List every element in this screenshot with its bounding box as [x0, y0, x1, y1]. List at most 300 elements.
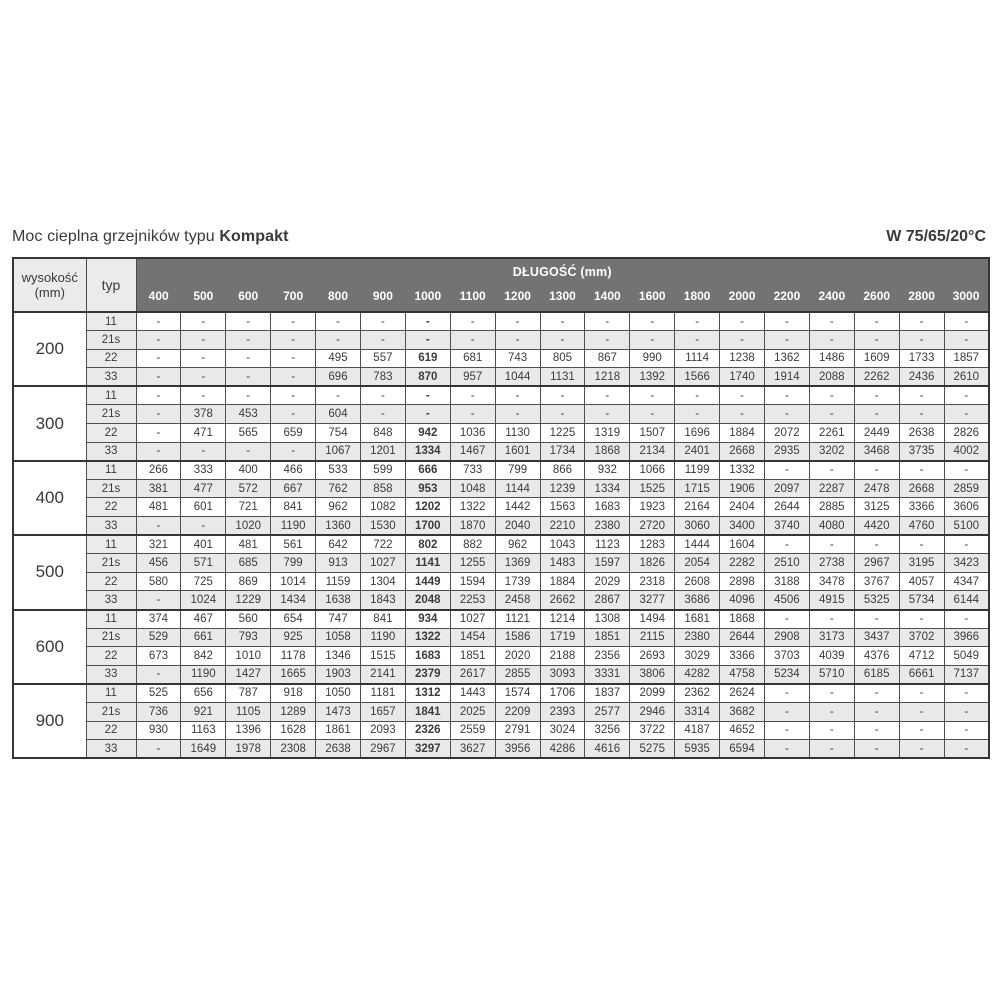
power-cell-h500-typ11-L1000: 802 — [405, 535, 450, 554]
power-cell-h500-typ21s-L2200: 2510 — [764, 554, 809, 573]
power-cell-h400-typ21s-L500: 477 — [181, 479, 226, 498]
power-cell-h900-typ11-L1400: 1837 — [585, 684, 630, 703]
power-cell-h900-typ11-L1000: 1312 — [405, 684, 450, 703]
power-cell-h500-typ11-L800: 642 — [316, 535, 361, 554]
power-cell-h300-typ21s-L2200: - — [764, 405, 809, 424]
power-cell-h300-typ33-L2600: 3468 — [854, 442, 899, 461]
power-cell-h500-typ33-L1300: 2662 — [540, 591, 585, 610]
power-cell-h600-typ22-L800: 1346 — [316, 647, 361, 666]
power-cell-h300-typ21s-L400: - — [136, 405, 181, 424]
power-cell-h500-typ11-L1100: 882 — [450, 535, 495, 554]
type-cell-900-21s: 21s — [86, 702, 136, 721]
row-h400-typ21s — [13, 479, 989, 498]
power-cell-h500-typ11-L3000: - — [944, 535, 989, 554]
length-header-2200: 2200 — [764, 284, 809, 312]
power-cell-h300-typ22-L900: 848 — [360, 424, 405, 443]
power-cell-h300-typ33-L3000: 4002 — [944, 442, 989, 461]
power-cell-h500-typ11-L400: 321 — [136, 535, 181, 554]
power-cell-h400-typ21s-L600: 572 — [226, 479, 271, 498]
power-cell-h400-typ21s-L2400: 2287 — [809, 479, 854, 498]
power-cell-h600-typ11-L2400: - — [809, 610, 854, 629]
power-cell-h900-typ11-L2400: - — [809, 684, 854, 703]
power-cell-h900-typ22-L3000: - — [944, 721, 989, 740]
power-cell-h400-typ33-L2200: 3740 — [764, 517, 809, 536]
type-cell-500-11: 11 — [86, 535, 136, 554]
power-cell-h200-typ11-L2400: - — [809, 312, 854, 331]
length-header-1300: 1300 — [540, 284, 585, 312]
power-cell-h200-typ22-L2200: 1362 — [764, 349, 809, 368]
power-cell-h900-typ11-L2600: - — [854, 684, 899, 703]
power-cell-h300-typ21s-L3000: - — [944, 405, 989, 424]
power-cell-h400-typ33-L400: - — [136, 517, 181, 536]
power-cell-h600-typ22-L1000: 1683 — [405, 647, 450, 666]
power-cell-h500-typ21s-L700: 799 — [271, 554, 316, 573]
power-cell-h300-typ21s-L1600: - — [630, 405, 675, 424]
power-cell-h900-typ33-L2000: 6594 — [720, 740, 765, 759]
power-cell-h600-typ11-L1600: 1494 — [630, 610, 675, 629]
power-cell-h400-typ11-L3000: - — [944, 461, 989, 480]
power-cell-h200-typ11-L1100: - — [450, 312, 495, 331]
power-cell-h600-typ11-L800: 747 — [316, 610, 361, 629]
power-cell-h300-typ22-L1100: 1036 — [450, 424, 495, 443]
power-cell-h200-typ33-L3000: 2610 — [944, 368, 989, 387]
power-cell-h900-typ33-L900: 2967 — [360, 740, 405, 759]
power-cell-h200-typ21s-L1600: - — [630, 331, 675, 350]
power-cell-h900-typ33-L800: 2638 — [316, 740, 361, 759]
height-header-line1: wysokość — [21, 270, 78, 285]
power-cell-h400-typ11-L1100: 733 — [450, 461, 495, 480]
power-cell-h900-typ11-L1300: 1706 — [540, 684, 585, 703]
power-cell-h900-typ22-L1000: 2326 — [405, 721, 450, 740]
power-cell-h900-typ11-L2200: - — [764, 684, 809, 703]
power-cell-h600-typ11-L3000: - — [944, 610, 989, 629]
power-cell-h900-typ22-L1300: 3024 — [540, 721, 585, 740]
power-cell-h300-typ22-L1200: 1130 — [495, 424, 540, 443]
power-cell-h500-typ21s-L900: 1027 — [360, 554, 405, 573]
power-cell-h400-typ33-L3000: 5100 — [944, 517, 989, 536]
power-cell-h600-typ21s-L500: 661 — [181, 628, 226, 647]
power-cell-h500-typ21s-L3000: 3423 — [944, 554, 989, 573]
power-cell-h200-typ21s-L1300: - — [540, 331, 585, 350]
power-cell-h900-typ33-L1400: 4616 — [585, 740, 630, 759]
power-cell-h200-typ11-L1200: - — [495, 312, 540, 331]
length-header-2800: 2800 — [899, 284, 944, 312]
power-cell-h300-typ11-L400: - — [136, 386, 181, 405]
row-h500-typ21s — [13, 554, 989, 573]
power-cell-h200-typ11-L400: - — [136, 312, 181, 331]
power-cell-h400-typ21s-L1000: 953 — [405, 479, 450, 498]
length-header-1000: 1000 — [405, 284, 450, 312]
length-header-500: 500 — [181, 284, 226, 312]
power-cell-h200-typ22-L900: 557 — [360, 349, 405, 368]
power-cell-h400-typ22-L500: 601 — [181, 498, 226, 517]
power-cell-h600-typ21s-L1800: 2380 — [675, 628, 720, 647]
power-cell-h200-typ11-L1000: - — [405, 312, 450, 331]
power-cell-h600-typ11-L1800: 1681 — [675, 610, 720, 629]
type-cell-600-22: 22 — [86, 647, 136, 666]
power-cell-h200-typ33-L600: - — [226, 368, 271, 387]
type-cell-200-22: 22 — [86, 349, 136, 368]
power-cell-h900-typ21s-L1200: 2209 — [495, 702, 540, 721]
power-cell-h600-typ11-L1000: 934 — [405, 610, 450, 629]
power-cell-h500-typ33-L500: 1024 — [181, 591, 226, 610]
power-cell-h400-typ21s-L3000: 2859 — [944, 479, 989, 498]
type-cell-600-11: 11 — [86, 610, 136, 629]
power-cell-h600-typ22-L1200: 2020 — [495, 647, 540, 666]
power-cell-h300-typ22-L2400: 2261 — [809, 424, 854, 443]
power-cell-h900-typ33-L2800: - — [899, 740, 944, 759]
header-row-top — [13, 258, 989, 284]
height-column-header — [13, 258, 86, 312]
power-cell-h300-typ11-L2400: - — [809, 386, 854, 405]
power-cell-h200-typ11-L2600: - — [854, 312, 899, 331]
power-cell-h200-typ21s-L1100: - — [450, 331, 495, 350]
type-cell-600-33: 33 — [86, 665, 136, 684]
power-cell-h900-typ11-L1200: 1574 — [495, 684, 540, 703]
power-cell-h200-typ22-L2600: 1609 — [854, 349, 899, 368]
power-cell-h500-typ21s-L2400: 2738 — [809, 554, 854, 573]
power-table — [12, 257, 990, 759]
power-cell-h400-typ33-L1300: 2210 — [540, 517, 585, 536]
length-group-header: DŁUGOŚĆ (mm) — [136, 258, 989, 284]
power-cell-h900-typ11-L3000: - — [944, 684, 989, 703]
power-cell-h400-typ21s-L1100: 1048 — [450, 479, 495, 498]
power-cell-h400-typ11-L1200: 799 — [495, 461, 540, 480]
power-cell-h500-typ11-L2600: - — [854, 535, 899, 554]
power-cell-h200-typ22-L1600: 990 — [630, 349, 675, 368]
power-cell-h400-typ33-L2800: 4760 — [899, 517, 944, 536]
power-cell-h200-typ21s-L1200: - — [495, 331, 540, 350]
power-cell-h300-typ21s-L1100: - — [450, 405, 495, 424]
power-cell-h900-typ11-L800: 1050 — [316, 684, 361, 703]
power-cell-h200-typ33-L1400: 1218 — [585, 368, 630, 387]
row-h300-typ21s — [13, 405, 989, 424]
power-cell-h200-typ22-L800: 495 — [316, 349, 361, 368]
power-cell-h400-typ33-L1000: 1700 — [405, 517, 450, 536]
power-cell-h500-typ33-L2600: 5325 — [854, 591, 899, 610]
power-cell-h300-typ33-L1600: 2134 — [630, 442, 675, 461]
power-cell-h400-typ11-L1400: 932 — [585, 461, 630, 480]
power-cell-h400-typ11-L2200: - — [764, 461, 809, 480]
power-cell-h400-typ21s-L900: 858 — [360, 479, 405, 498]
row-h400-typ22 — [13, 498, 989, 517]
table-header — [13, 258, 989, 312]
power-cell-h400-typ21s-L2800: 2668 — [899, 479, 944, 498]
power-cell-h500-typ21s-L1600: 1826 — [630, 554, 675, 573]
power-cell-h600-typ22-L1300: 2188 — [540, 647, 585, 666]
power-cell-h300-typ33-L900: 1201 — [360, 442, 405, 461]
power-cell-h200-typ21s-L2800: - — [899, 331, 944, 350]
power-cell-h300-typ11-L600: - — [226, 386, 271, 405]
power-cell-h200-typ21s-L500: - — [181, 331, 226, 350]
power-cell-h500-typ11-L1300: 1043 — [540, 535, 585, 554]
power-cell-h900-typ11-L2000: 2624 — [720, 684, 765, 703]
power-cell-h600-typ33-L2000: 4758 — [720, 665, 765, 684]
power-cell-h900-typ33-L1300: 4286 — [540, 740, 585, 759]
height-value-200: 200 — [13, 312, 86, 386]
power-cell-h900-typ11-L1100: 1443 — [450, 684, 495, 703]
power-cell-h600-typ33-L1200: 2855 — [495, 665, 540, 684]
power-cell-h400-typ22-L1300: 1563 — [540, 498, 585, 517]
power-cell-h300-typ33-L500: - — [181, 442, 226, 461]
power-cell-h900-typ33-L1600: 5275 — [630, 740, 675, 759]
type-cell-400-21s: 21s — [86, 479, 136, 498]
power-cell-h900-typ21s-L1100: 2025 — [450, 702, 495, 721]
power-cell-h400-typ21s-L400: 381 — [136, 479, 181, 498]
height-value-300: 300 — [13, 386, 86, 460]
power-cell-h600-typ33-L1600: 3806 — [630, 665, 675, 684]
power-cell-h300-typ11-L2200: - — [764, 386, 809, 405]
power-cell-h300-typ22-L800: 754 — [316, 424, 361, 443]
power-cell-h400-typ21s-L1600: 1525 — [630, 479, 675, 498]
power-cell-h500-typ33-L2200: 4506 — [764, 591, 809, 610]
power-cell-h600-typ33-L800: 1903 — [316, 665, 361, 684]
power-cell-h400-typ22-L900: 1082 — [360, 498, 405, 517]
power-cell-h500-typ22-L1000: 1449 — [405, 572, 450, 591]
power-cell-h600-typ21s-L1200: 1586 — [495, 628, 540, 647]
power-cell-h300-typ11-L2000: - — [720, 386, 765, 405]
power-cell-h600-typ21s-L2600: 3437 — [854, 628, 899, 647]
power-cell-h400-typ33-L1800: 3060 — [675, 517, 720, 536]
power-cell-h500-typ33-L900: 1843 — [360, 591, 405, 610]
power-cell-h900-typ33-L3000: - — [944, 740, 989, 759]
power-cell-h200-typ11-L600: - — [226, 312, 271, 331]
power-cell-h300-typ33-L800: 1067 — [316, 442, 361, 461]
row-h900-typ22 — [13, 721, 989, 740]
row-h600-typ22 — [13, 647, 989, 666]
type-cell-300-11: 11 — [86, 386, 136, 405]
power-cell-h500-typ21s-L1400: 1597 — [585, 554, 630, 573]
power-cell-h900-typ11-L700: 918 — [271, 684, 316, 703]
length-header-2000: 2000 — [720, 284, 765, 312]
power-cell-h300-typ33-L700: - — [271, 442, 316, 461]
power-cell-h500-typ11-L1600: 1283 — [630, 535, 675, 554]
power-cell-h600-typ22-L2000: 3366 — [720, 647, 765, 666]
power-cell-h300-typ33-L1400: 1868 — [585, 442, 630, 461]
power-cell-h400-typ21s-L2200: 2097 — [764, 479, 809, 498]
power-cell-h500-typ21s-L400: 456 — [136, 554, 181, 573]
power-cell-h600-typ22-L2600: 4376 — [854, 647, 899, 666]
power-cell-h200-typ11-L1800: - — [675, 312, 720, 331]
power-cell-h400-typ33-L1200: 2040 — [495, 517, 540, 536]
power-cell-h600-typ21s-L3000: 3966 — [944, 628, 989, 647]
power-cell-h300-typ21s-L1200: - — [495, 405, 540, 424]
length-header-2400: 2400 — [809, 284, 854, 312]
power-cell-h300-typ21s-L1300: - — [540, 405, 585, 424]
power-cell-h600-typ21s-L1600: 2115 — [630, 628, 675, 647]
power-cell-h600-typ33-L400: - — [136, 665, 181, 684]
power-cell-h300-typ21s-L900: - — [360, 405, 405, 424]
power-cell-h900-typ11-L1600: 2099 — [630, 684, 675, 703]
power-cell-h500-typ22-L1100: 1594 — [450, 572, 495, 591]
power-cell-h900-typ33-L1000: 3297 — [405, 740, 450, 759]
power-cell-h900-typ21s-L700: 1289 — [271, 702, 316, 721]
power-cell-h400-typ11-L500: 333 — [181, 461, 226, 480]
power-cell-h400-typ11-L900: 599 — [360, 461, 405, 480]
power-cell-h400-typ33-L800: 1360 — [316, 517, 361, 536]
row-h300-typ22 — [13, 424, 989, 443]
power-cell-h900-typ22-L2200: - — [764, 721, 809, 740]
power-cell-h200-typ21s-L3000: - — [944, 331, 989, 350]
power-cell-h500-typ21s-L2000: 2282 — [720, 554, 765, 573]
power-cell-h600-typ11-L2200: - — [764, 610, 809, 629]
power-cell-h900-typ33-L1200: 3956 — [495, 740, 540, 759]
power-cell-h400-typ21s-L800: 762 — [316, 479, 361, 498]
power-cell-h600-typ22-L2800: 4712 — [899, 647, 944, 666]
power-cell-h500-typ22-L1800: 2608 — [675, 572, 720, 591]
power-cell-h600-typ22-L2200: 3703 — [764, 647, 809, 666]
power-cell-h900-typ33-L1800: 5935 — [675, 740, 720, 759]
power-cell-h200-typ22-L1000: 619 — [405, 349, 450, 368]
row-h400-typ33 — [13, 517, 989, 536]
power-cell-h600-typ22-L1600: 2693 — [630, 647, 675, 666]
power-cell-h200-typ22-L1100: 681 — [450, 349, 495, 368]
length-header-1200: 1200 — [495, 284, 540, 312]
power-cell-h300-typ33-L400: - — [136, 442, 181, 461]
power-cell-h600-typ21s-L2200: 2908 — [764, 628, 809, 647]
power-cell-h900-typ11-L600: 787 — [226, 684, 271, 703]
power-cell-h600-typ33-L3000: 7137 — [944, 665, 989, 684]
power-cell-h200-typ11-L2800: - — [899, 312, 944, 331]
power-cell-h600-typ22-L500: 842 — [181, 647, 226, 666]
power-cell-h900-typ22-L600: 1396 — [226, 721, 271, 740]
power-cell-h200-typ33-L2800: 2436 — [899, 368, 944, 387]
power-cell-h300-typ33-L2800: 3735 — [899, 442, 944, 461]
power-cell-h400-typ21s-L1400: 1334 — [585, 479, 630, 498]
power-cell-h900-typ22-L900: 2093 — [360, 721, 405, 740]
type-cell-200-11: 11 — [86, 312, 136, 331]
power-cell-h600-typ11-L900: 841 — [360, 610, 405, 629]
power-cell-h200-typ11-L900: - — [360, 312, 405, 331]
power-cell-h300-typ11-L1400: - — [585, 386, 630, 405]
power-cell-h400-typ22-L400: 481 — [136, 498, 181, 517]
power-cell-h600-typ22-L1800: 3029 — [675, 647, 720, 666]
power-cell-h300-typ11-L500: - — [181, 386, 226, 405]
power-cell-h900-typ22-L2000: 4652 — [720, 721, 765, 740]
power-cell-h600-typ22-L2400: 4039 — [809, 647, 854, 666]
power-cell-h900-typ11-L400: 525 — [136, 684, 181, 703]
power-cell-h400-typ11-L600: 400 — [226, 461, 271, 480]
power-cell-h500-typ22-L2800: 4057 — [899, 572, 944, 591]
power-cell-h200-typ11-L800: - — [316, 312, 361, 331]
power-cell-h500-typ33-L600: 1229 — [226, 591, 271, 610]
power-cell-h400-typ33-L500: - — [181, 517, 226, 536]
power-cell-h600-typ11-L400: 374 — [136, 610, 181, 629]
power-cell-h200-typ22-L1800: 1114 — [675, 349, 720, 368]
power-cell-h600-typ22-L400: 673 — [136, 647, 181, 666]
power-cell-h400-typ33-L1100: 1870 — [450, 517, 495, 536]
power-cell-h600-typ21s-L1300: 1719 — [540, 628, 585, 647]
power-cell-h400-typ22-L2200: 2644 — [764, 498, 809, 517]
power-cell-h600-typ33-L600: 1427 — [226, 665, 271, 684]
power-cell-h300-typ21s-L1400: - — [585, 405, 630, 424]
power-cell-h200-typ11-L1400: - — [585, 312, 630, 331]
power-cell-h500-typ22-L2400: 3478 — [809, 572, 854, 591]
power-cell-h900-typ33-L600: 1978 — [226, 740, 271, 759]
power-cell-h300-typ22-L1400: 1319 — [585, 424, 630, 443]
power-cell-h200-typ33-L1800: 1566 — [675, 368, 720, 387]
power-cell-h600-typ21s-L400: 529 — [136, 628, 181, 647]
power-cell-h300-typ11-L800: - — [316, 386, 361, 405]
power-cell-h600-typ33-L1300: 3093 — [540, 665, 585, 684]
power-cell-h400-typ33-L600: 1020 — [226, 517, 271, 536]
power-cell-h300-typ21s-L600: 453 — [226, 405, 271, 424]
power-cell-h500-typ22-L600: 869 — [226, 572, 271, 591]
power-cell-h500-typ33-L1100: 2253 — [450, 591, 495, 610]
power-cell-h300-typ11-L2600: - — [854, 386, 899, 405]
power-cell-h200-typ33-L900: 783 — [360, 368, 405, 387]
temperature-spec: W 75/65/20°C — [886, 228, 986, 245]
power-cell-h300-typ22-L2600: 2449 — [854, 424, 899, 443]
header-row-lengths — [13, 284, 989, 312]
power-cell-h500-typ11-L2200: - — [764, 535, 809, 554]
power-cell-h600-typ21s-L800: 1058 — [316, 628, 361, 647]
power-cell-h600-typ21s-L2400: 3173 — [809, 628, 854, 647]
power-cell-h300-typ11-L1000: - — [405, 386, 450, 405]
power-cell-h900-typ21s-L600: 1105 — [226, 702, 271, 721]
power-cell-h400-typ22-L3000: 3606 — [944, 498, 989, 517]
power-cell-h400-typ33-L700: 1190 — [271, 517, 316, 536]
power-cell-h400-typ11-L2600: - — [854, 461, 899, 480]
power-cell-h200-typ11-L1300: - — [540, 312, 585, 331]
power-cell-h600-typ22-L600: 1010 — [226, 647, 271, 666]
power-cell-h200-typ33-L1300: 1131 — [540, 368, 585, 387]
power-cell-h900-typ21s-L2200: - — [764, 702, 809, 721]
power-cell-h500-typ21s-L1100: 1255 — [450, 554, 495, 573]
power-cell-h500-typ11-L500: 401 — [181, 535, 226, 554]
power-cell-h400-typ11-L2800: - — [899, 461, 944, 480]
power-cell-h200-typ33-L1000: 870 — [405, 368, 450, 387]
length-header-3000: 3000 — [944, 284, 989, 312]
power-cell-h200-typ21s-L2600: - — [854, 331, 899, 350]
length-header-900: 900 — [360, 284, 405, 312]
power-cell-h300-typ11-L1600: - — [630, 386, 675, 405]
power-cell-h900-typ21s-L1300: 2393 — [540, 702, 585, 721]
power-cell-h400-typ22-L600: 721 — [226, 498, 271, 517]
power-cell-h500-typ33-L2000: 4096 — [720, 591, 765, 610]
power-cell-h300-typ33-L1300: 1734 — [540, 442, 585, 461]
power-cell-h200-typ33-L1600: 1392 — [630, 368, 675, 387]
power-cell-h200-typ22-L3000: 1857 — [944, 349, 989, 368]
power-cell-h300-typ22-L3000: 2826 — [944, 424, 989, 443]
power-cell-h500-typ22-L500: 725 — [181, 572, 226, 591]
power-cell-h300-typ11-L1800: - — [675, 386, 720, 405]
power-cell-h200-typ22-L1400: 867 — [585, 349, 630, 368]
power-cell-h900-typ21s-L1600: 2946 — [630, 702, 675, 721]
power-cell-h300-typ11-L1200: - — [495, 386, 540, 405]
power-cell-h600-typ22-L3000: 5049 — [944, 647, 989, 666]
power-cell-h900-typ21s-L500: 921 — [181, 702, 226, 721]
power-cell-h200-typ21s-L2400: - — [809, 331, 854, 350]
power-cell-h500-typ33-L3000: 6144 — [944, 591, 989, 610]
length-header-1600: 1600 — [630, 284, 675, 312]
power-cell-h200-typ22-L2000: 1238 — [720, 349, 765, 368]
power-cell-h300-typ22-L1300: 1225 — [540, 424, 585, 443]
power-cell-h900-typ21s-L2600: - — [854, 702, 899, 721]
power-cell-h600-typ33-L700: 1665 — [271, 665, 316, 684]
row-h600-typ33 — [13, 665, 989, 684]
power-cell-h400-typ11-L800: 533 — [316, 461, 361, 480]
power-cell-h400-typ22-L1400: 1683 — [585, 498, 630, 517]
power-cell-h600-typ21s-L900: 1190 — [360, 628, 405, 647]
power-cell-h900-typ11-L500: 656 — [181, 684, 226, 703]
type-cell-200-33: 33 — [86, 368, 136, 387]
power-cell-h400-typ21s-L700: 667 — [271, 479, 316, 498]
row-h900-typ21s — [13, 702, 989, 721]
row-h400-typ11 — [13, 461, 989, 480]
power-cell-h500-typ22-L2000: 2898 — [720, 572, 765, 591]
power-cell-h200-typ11-L3000: - — [944, 312, 989, 331]
